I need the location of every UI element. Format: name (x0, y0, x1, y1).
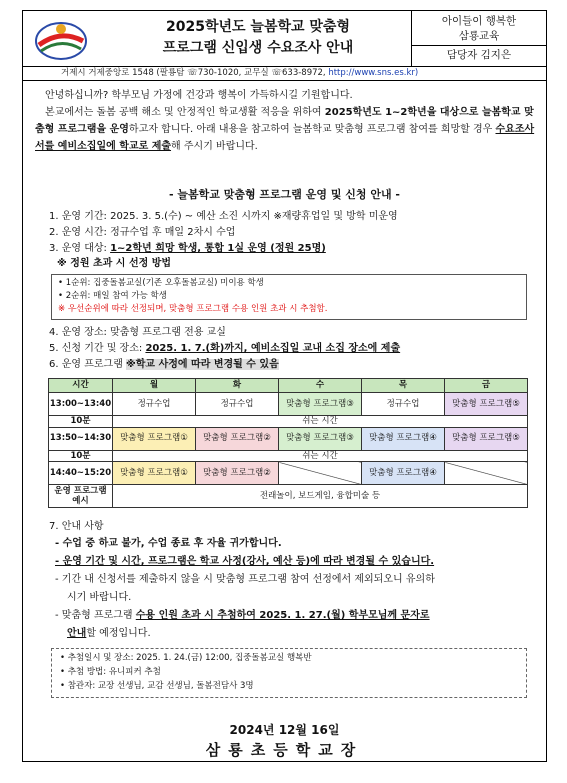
intro-text (35, 87, 535, 155)
break-cell: 쉬는 시간 (113, 450, 528, 462)
cell-tue: 맞춤형 프로그램② (196, 427, 279, 450)
time-cell: 13:00~13:40 (49, 393, 113, 416)
time-cell: 14:40~15:20 (49, 462, 113, 485)
cell-tue: 맞춤형 프로그램② (196, 462, 279, 485)
lottery-date: • 추첨일시 및 장소: 2025. 1. 24.(금) 12:00, 집중돌봄교실 행복반 (60, 653, 312, 663)
note-3-line-2: 시기 바랍니다. (67, 592, 132, 603)
address-bar (23, 66, 546, 81)
priority-1: • 1순위: 집중돌봄교실(기존 오후돌봄교실) 미이용 학생 (58, 278, 264, 288)
notice-page (22, 10, 547, 762)
cell-wed-empty (279, 462, 362, 485)
table-row (49, 393, 528, 416)
cell-mon: 맞춤형 프로그램① (113, 427, 196, 450)
note-2: - 운영 기간 및 시간, 프로그램은 학교 사정(강사, 예산 등)에 따라 변경될 수 있습니다. (55, 556, 435, 567)
intro-submit-note: 수요조사서를 예비소집일에 학교로 제출 (35, 124, 535, 152)
address-text: 거제시 거제중앙로 1548 (팔룡탐 ☏730-1020, 교무실 ☏633-8972, (61, 68, 326, 78)
table-row (49, 427, 528, 450)
title-line-1: 2025학년도 늘봄학교 맞춤형 (166, 19, 350, 35)
cell-tue: 정규수업 (196, 393, 279, 416)
cell-fri-empty (445, 462, 528, 485)
school-url-link[interactable]: http://www.sns.es.kr) (328, 68, 419, 78)
title-line-2: 프로그램 신입생 수요조사 안내 (162, 40, 354, 56)
time-cell: 10분 (49, 450, 113, 462)
note-4-part-2: 할 예정입니다. (86, 628, 151, 639)
lottery-observers: • 참관자: 교장 선생님, 교감 선생님, 돌봄전담사 3명 (60, 681, 254, 691)
motto (412, 11, 546, 46)
note-4-bold: 수용 인원 초과 시 추첨하여 2025. 1. 27.(월) 학부모님께 문자로 (135, 610, 430, 621)
letterhead (23, 11, 546, 67)
item-program (49, 357, 279, 372)
timetable-header-row (49, 379, 528, 393)
intro-part: 본교에서는 돌봄 공백 해소 및 안정적인 학교생활 적응을 위하여 (45, 107, 325, 118)
cell-fri: 맞춤형 프로그램⑤ (445, 427, 528, 450)
lottery-method: • 추첨 방법: 유니피커 추첨 (60, 667, 161, 677)
header-fri: 금 (445, 379, 528, 393)
section-title: - 늘봄학교 맞춤형 프로그램 운영 및 신청 안내 - (168, 188, 401, 201)
time-cell: 13:50~14:30 (49, 427, 113, 450)
cell-thu: 맞춤형 프로그램④ (362, 462, 445, 485)
issue-date: 2024년 12월 16일 (229, 723, 340, 737)
intro-part: 해 주시기 바랍니다. (171, 141, 258, 152)
priority-note: ※ 우선순위에 따라 선정되며, 맞춤형 프로그램 수용 인원 초과 시 추첨함. (58, 304, 328, 314)
time-cell: 10분 (49, 416, 113, 428)
note-4-cont (67, 626, 151, 641)
timetable (48, 378, 528, 508)
break-cell: 쉬는 시간 (113, 416, 528, 428)
header-thu: 목 (362, 379, 445, 393)
motto-box (411, 11, 546, 66)
item-application (49, 341, 400, 356)
cell-mon: 맞춤형 프로그램① (113, 462, 196, 485)
header-mon: 월 (113, 379, 196, 393)
item-target (49, 241, 326, 256)
item-notes: 7. 안내 사항 (49, 521, 104, 532)
header-time: 시간 (49, 379, 113, 393)
intro-paragraph (35, 104, 535, 155)
cell-mon: 정규수업 (113, 393, 196, 416)
item-time: 2. 운영 시간: 정규수업 후 매일 2차시 수업 (49, 227, 236, 238)
item-program-label: 6. 운영 프로그램 (49, 359, 127, 370)
item-target-label: 3. 운영 대상: (49, 243, 111, 254)
note-4-part: - 맞춤형 프로그램 (55, 610, 136, 621)
cell-thu: 정규수업 (362, 393, 445, 416)
item-application-label: 5. 신청 기간 및 장소: (49, 343, 146, 354)
item-target-value: 1~2학년 희망 학생, 통합 1실 운영 (정원 25명) (110, 243, 326, 254)
note-4-bold-2: 안내 (67, 628, 87, 639)
cell-thu: 맞춤형 프로그램④ (362, 427, 445, 450)
header-tue: 화 (196, 379, 279, 393)
cell-fri: 맞춤형 프로그램⑤ (445, 393, 528, 416)
item-period: 1. 운영 기간: 2025. 3. 5.(수) ~ 예산 소진 시까지 ※재량휴업일 및 방학 미운영 (49, 211, 398, 222)
break-row (49, 416, 528, 428)
school-logo-icon (33, 15, 89, 63)
selection-note: ※ 정원 초과 시 선정 방법 (57, 258, 172, 269)
item-application-value: 2025. 1. 7.(화)까지, 예비소집일 교내 소집 장소에 제출 (145, 343, 401, 354)
staff-name: 담당자 김지은 (446, 49, 512, 61)
note-4 (55, 608, 430, 623)
greeting: 안녕하십니까? 학부모님 가정에 건강과 행복이 가득하시길 기원합니다. (45, 90, 353, 101)
example-row (49, 485, 528, 508)
notice-title (103, 17, 413, 59)
motto-line-2: 삼룡교육 (458, 30, 500, 42)
motto-line-1: 아이들이 행복한 (441, 15, 517, 27)
table-row (49, 462, 528, 485)
header-wed: 수 (279, 379, 362, 393)
item-place: 4. 운영 장소: 맞춤형 프로그램 전용 교실 (49, 327, 226, 338)
selection-criteria-box (51, 274, 527, 320)
cell-wed: 맞춤형 프로그램③ (279, 427, 362, 450)
note-1: - 수업 중 하교 불가, 수업 종료 후 자율 귀가합니다. (55, 538, 282, 549)
school-principal: 삼룡초등학교장 (205, 741, 364, 759)
break-row (49, 450, 528, 462)
example-label: 운영 프로그램 예시 (49, 485, 113, 508)
intro-part: 하고자 합니다. 아래 내용을 참고하여 늘봄학교 맞춤형 프로그램 참여를 희망할 경우 (128, 124, 496, 135)
cell-wed: 맞춤형 프로그램③ (279, 393, 362, 416)
intro-bold: 2025학년도 1~2학년을 대상으로 늘봄학교 맞춤형 프로그램을 운영 (35, 107, 534, 135)
example-text: 전래놀이, 보드게임, 융합미술 등 (113, 485, 528, 508)
note-3-line-1: - 기간 내 신청서를 제출하지 않을 시 맞춤형 프로그램 참여 선정에서 제외되오니 유의하 (55, 574, 435, 585)
program-change-note: ※학교 사정에 따라 변경될 수 있음 (126, 359, 279, 370)
lottery-box (51, 648, 527, 698)
priority-2: • 2순위: 매일 참여 가능 학생 (58, 291, 167, 301)
